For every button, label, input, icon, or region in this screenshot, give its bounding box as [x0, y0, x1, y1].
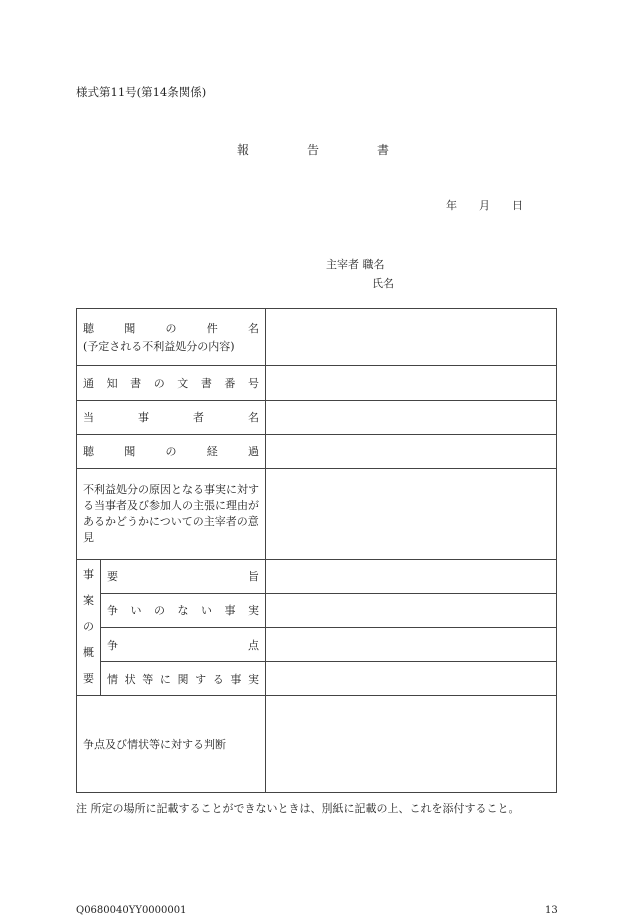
label-char: の: [153, 376, 165, 390]
label-char: 件: [206, 322, 218, 336]
label-char: い: [130, 604, 142, 618]
label-char: 書: [200, 376, 212, 390]
presider-name-label: 氏名: [372, 277, 394, 290]
presider-opinion-field[interactable]: [266, 468, 557, 559]
label-char: 聞: [124, 445, 136, 459]
undisputed-facts-label: [101, 593, 266, 627]
judgment-label: [77, 696, 266, 793]
label-char: 通: [83, 376, 94, 390]
case-name-label: [77, 309, 266, 366]
label-char: 情: [107, 672, 118, 686]
table-row: [77, 696, 557, 793]
date-year-label: 年: [446, 199, 457, 212]
party-name-field[interactable]: [266, 400, 557, 434]
label-char: の: [165, 445, 177, 459]
label-char: 点: [248, 638, 259, 652]
date-month-label: 月: [479, 199, 490, 212]
label-char: 聞: [124, 322, 136, 336]
document-code: Q0680040YY0000001: [76, 905, 187, 916]
label-char: 聴: [83, 322, 94, 336]
circumstance-facts-label: [101, 662, 266, 696]
label-char: に: [159, 672, 171, 686]
label-char: 争: [107, 638, 118, 652]
judgment-field[interactable]: [266, 696, 557, 793]
heading-char: 事: [83, 568, 94, 582]
table-row: [77, 400, 557, 434]
judgment-text: 争点及び情状等に対する判断: [83, 738, 226, 752]
label-char: す: [195, 672, 207, 686]
label-char: 文: [177, 376, 189, 390]
document-number-field[interactable]: [266, 366, 557, 400]
label-char: 聴: [83, 445, 94, 459]
case-name-sublabel: (予定される不利益処分の内容): [83, 340, 235, 354]
label-char: 番: [224, 376, 236, 390]
label-char: 争: [107, 604, 118, 618]
label-char: 者: [193, 411, 204, 425]
label-char: 実: [248, 604, 259, 618]
label-char: 状: [124, 672, 136, 686]
label-char: 事: [224, 604, 236, 618]
presider-opinion-label: [77, 468, 266, 559]
hearing-progress-field[interactable]: [266, 434, 557, 468]
document-number-label: [77, 366, 266, 400]
label-char: 事: [138, 411, 149, 425]
label-char: る: [212, 672, 224, 686]
label-char: な: [177, 604, 189, 618]
label-char: 経: [206, 445, 218, 459]
table-row: [77, 366, 557, 400]
points-in-dispute-field[interactable]: [266, 627, 557, 661]
heading-char: の: [83, 620, 94, 634]
presider-opinion-text: 不利益処分の原因となる事実に対する当事者及び参加人の主張に理由があるかどうかについての主宰者の意見: [83, 482, 259, 544]
label-char: 知: [106, 376, 118, 390]
heading-char: 案: [83, 594, 94, 608]
label-char: 号: [247, 376, 259, 390]
label-char: 名: [248, 411, 259, 425]
circumstance-facts-field[interactable]: [266, 662, 557, 696]
hearing-progress-label: [77, 434, 266, 468]
label-char: の: [154, 604, 165, 618]
case-summary-heading: [77, 559, 101, 696]
table-row: [77, 309, 557, 366]
label-char: 要: [107, 570, 118, 584]
title-char: 書: [377, 143, 390, 157]
party-name-label: [77, 400, 266, 434]
label-char: 等: [142, 672, 154, 686]
label-char: 過: [248, 445, 259, 459]
heading-char: 要: [83, 672, 94, 686]
footnote: 注 所定の場所に記載することができないときは、別紙に記載の上、これを添付すること。: [76, 802, 520, 815]
label-char: 実: [248, 672, 259, 686]
label-char: 事: [230, 672, 242, 686]
document-title: [237, 141, 389, 158]
table-row: [77, 468, 557, 559]
label-char: 書: [130, 376, 142, 390]
summary-gist-label: [101, 559, 266, 593]
label-char: い: [201, 604, 212, 618]
table-row: [77, 662, 557, 696]
summary-gist-field[interactable]: [266, 559, 557, 593]
page-number: 13: [545, 905, 558, 916]
heading-char: 概: [83, 646, 94, 660]
presider-title-label: 主宰者 職名: [326, 258, 385, 271]
undisputed-facts-field[interactable]: [266, 593, 557, 627]
table-row: [77, 434, 557, 468]
title-char: 報: [237, 143, 250, 157]
title-char: 告: [307, 143, 320, 157]
table-row: [77, 627, 557, 661]
date-day-label: 日: [512, 199, 523, 212]
label-char: 旨: [248, 570, 259, 584]
label-char: 名: [248, 322, 259, 336]
points-in-dispute-label: [101, 627, 266, 661]
label-char: 当: [83, 411, 94, 425]
label-char: の: [165, 322, 177, 336]
form-number: 様式第11号(第14条関係): [76, 85, 207, 99]
label-char: 関: [177, 672, 189, 686]
table-row: [77, 593, 557, 627]
date-line: [446, 197, 523, 213]
case-name-field[interactable]: [266, 309, 557, 366]
report-form-table: [76, 308, 557, 793]
table-row: [77, 559, 557, 593]
